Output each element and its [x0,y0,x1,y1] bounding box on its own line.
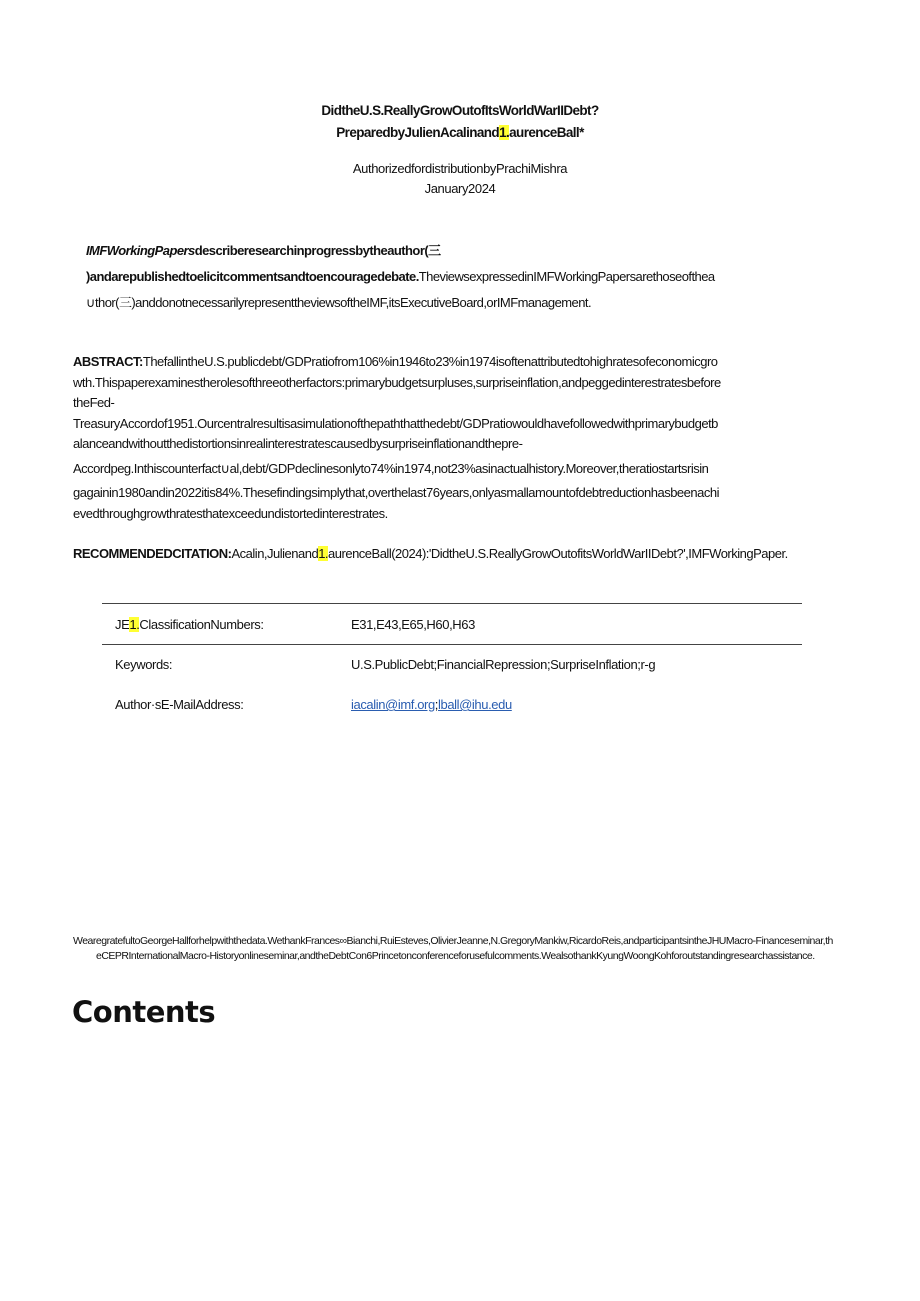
highlight-mark: 1. [499,125,510,140]
jel-value: E31,E43,E65,H60,H63 [351,617,475,632]
recommended-citation: RECOMMENDEDCITATION:Acalin,Julienand1.aurenceBall(2024):'DidtheU.S.ReallyGrowOutofitsWorldWarIIDebt?',IMFWorkingPaper. [73,546,788,561]
disclaimer-paragraph: IMFWorkingPapersdescriberesearchinprogressbytheauthor(三 )andarepublishedtoelicitcommentsandtoencouragedebate.TheviewsexpressedinIMFWorkingPapersarethoseofthea ∪thor(三)anddonotnecessarilyrepresenttheviewsoftheIMF,itsExecutiveBoard,orIMFmanagement. [86,243,715,310]
email-values: iacalin@imf.org;lball@ihu.edu [351,697,512,712]
jel-label: JE1.ClassificationNumbers: [115,617,264,632]
keywords-value: U.S.PublicDebt;FinancialRepression;SurpriseInflation;r-g [351,657,656,672]
citation-label: RECOMMENDEDCITATION: [73,546,232,561]
authorized-by: AuthorizedfordistributionbyPrachiMishra [352,161,568,176]
paper-title-block [0,100,920,144]
highlight-mark: 1. [318,546,329,561]
contents-heading: Contents [72,995,216,1029]
email-link-acalin[interactable]: iacalin@imf.org [351,697,435,712]
table-top-rule [102,603,802,604]
abstract-label: ABSTRACT: [73,354,143,369]
table-divider-rule [102,644,802,645]
authorization-block [0,159,920,199]
acknowledgement-footnote: WearegratefultoGeorgeHallforhelpwiththedata.WethankFrances∞Bianchi,RuiEsteves,OlivierJeanne,N.GregoryMankiw,RicardoReis,andparticipantsintheJHUMacro-Financeseminar,theCEPRInternationalMacro-Historyonlineseminar,andtheDebtCon6Princetonconferenceforusefulcomments.WealsothankKyungWoongKohforoutstandingresearchassistance. [73,935,833,962]
disclaimer-series-name: IMFWorkingPapers [86,243,195,258]
paper-title: DidtheU.S.ReallyGrowOutofItsWorldWarIIDebt? [321,103,599,118]
email-link-ball[interactable]: lball@ihu.edu [438,697,512,712]
email-label: Author·sE-MailAddress: [115,697,244,712]
prepared-by: PreparedbyJulienAcalinand1.aurenceBall* [336,125,584,140]
abstract-paragraph: ABSTRACT:ThefallintheU.S.publicdebt/GDPratiofrom106%in1946to23%in1974isoftenattributedtohighratesofeconomicgro wth.Thispaperexaminestherolesofthreeotherfactors:primarybudgetsurpluses,surpriseinflation,andpeggedinterestratesbefore theFed- TreasuryAccordof1951.Ourcentralresultisasimulationofthepaththatthedebt/GDPratiowouldhavefollowedwithprimarybudgetb alanceandwithoutthedistortionsinrealinterestratescausedbysurpriseinflationandthepre- Accordpeg.Inthiscounterfact∪al,debt/GDPdeclinesonlyto74%in1974,not23%asinactualhistory.Moreover,theratiostartsrisin gagainin1980andin2022itis84%.Thesefindingsimplythat,overthelast76years,onlyasmallamountofdebtreductionhasbeenachi evedthroughgrowthratesthatexceedundistortedinterestrates. [73,354,721,521]
publication-date: January2024 [424,181,496,196]
highlight-mark: 1. [129,617,140,632]
keywords-label: Keywords: [115,657,173,672]
